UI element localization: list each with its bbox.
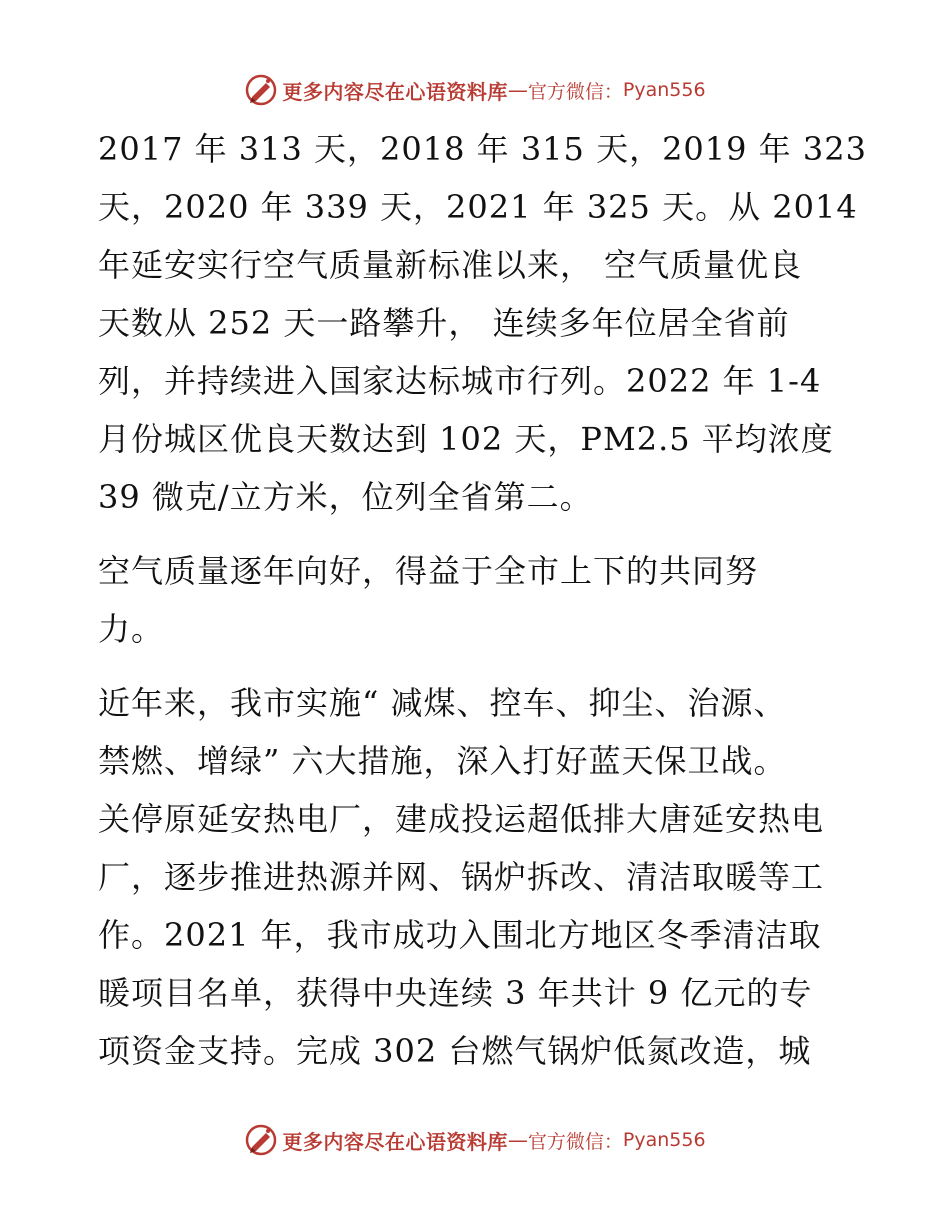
text-line: 2017 年 313 天，2018 年 315 天，2019 年 323 bbox=[98, 130, 867, 168]
banner-dash: — bbox=[507, 78, 528, 102]
header-banner bbox=[0, 70, 950, 110]
banner-dash: — bbox=[507, 1128, 528, 1152]
pen-logo-icon bbox=[244, 1123, 278, 1157]
text-line: 作。2021 年，我市成功入围北方地区冬季清洁取 bbox=[98, 916, 822, 954]
text-line: 厂，逐步推进热源并网、锅炉拆改、清洁取暖等工 bbox=[98, 858, 825, 896]
text-line: 关停原延安热电厂，建成投运超低排大唐延安热电 bbox=[98, 800, 825, 838]
paragraph-gap bbox=[98, 658, 858, 674]
text-line: 月份城区优良天数达到 102 天，PM2.5 平均浓度 bbox=[98, 420, 834, 458]
footer-banner bbox=[0, 1120, 950, 1160]
text-line: 项资金支持。完成 302 台燃气锅炉低氮改造，城 bbox=[98, 1032, 812, 1070]
text-line: 禁燃、增绿” 六大措施，深入打好蓝天保卫战。 bbox=[98, 742, 787, 780]
text-line: 暖项目名单，获得中央连续 3 年共计 9 亿元的专 bbox=[98, 974, 813, 1012]
text-line: 天数从 252 天一路攀升， 连续多年位居全省前 bbox=[98, 304, 790, 342]
paragraph-2 bbox=[98, 542, 858, 658]
banner-wechat-id: Pyan556 bbox=[622, 79, 706, 101]
text-line: 年延安实行空气质量新标准以来， 空气质量优良 bbox=[98, 246, 803, 284]
text-line: 天，2020 年 339 天，2021 年 325 天。从 2014 bbox=[98, 188, 858, 226]
text-line: 空气质量逐年向好，得益于全市上下的共同努 bbox=[98, 552, 759, 590]
banner-title: 更多内容尽在心语资料库 bbox=[282, 1129, 508, 1154]
banner-wechat-id: Pyan556 bbox=[622, 1129, 706, 1151]
paragraph-3 bbox=[98, 674, 858, 1080]
pen-logo-icon bbox=[244, 73, 278, 107]
paragraph-1 bbox=[98, 120, 867, 526]
banner-wechat-label: 官方微信： bbox=[527, 80, 623, 103]
paragraph-gap bbox=[98, 526, 858, 542]
banner-wechat-label: 官方微信： bbox=[527, 1130, 623, 1153]
document-body bbox=[98, 120, 867, 1080]
text-line: 39 微克/立方米，位列全省第二。 bbox=[98, 478, 593, 516]
text-line: 近年来，我市实施“ 减煤、控车、抑尘、治源、 bbox=[98, 684, 787, 722]
text-line: 力。 bbox=[98, 610, 165, 648]
banner-title: 更多内容尽在心语资料库 bbox=[282, 79, 508, 104]
text-line: 列，并持续进入国家达标城市行列。2022 年 1-4 bbox=[98, 362, 822, 400]
